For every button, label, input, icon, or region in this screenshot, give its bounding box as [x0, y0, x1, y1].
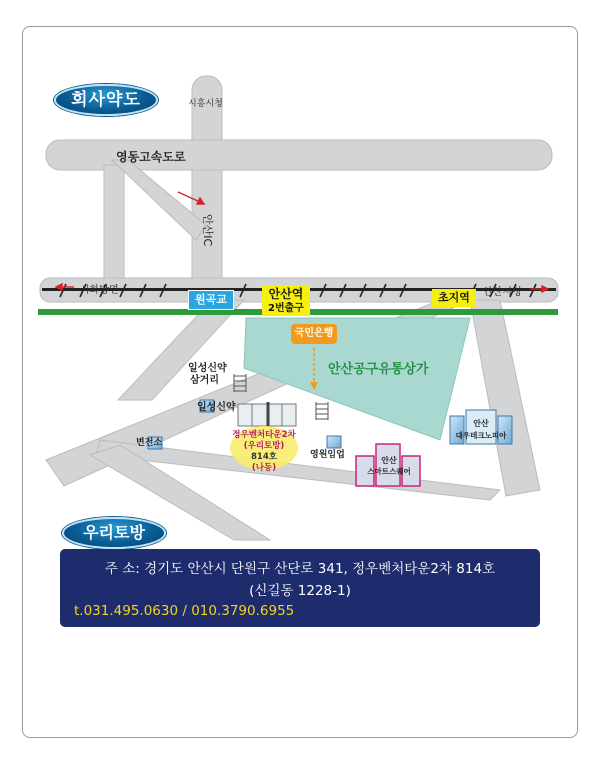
substation-label: 변전소	[136, 438, 163, 448]
smart-square-label-2: 스마트스퀘어	[367, 467, 411, 476]
wongok-bridge-tag: 원곡교	[188, 290, 234, 310]
venture-town-label-4: (나동)	[251, 463, 277, 473]
to-sihwa-label: 시화방면	[80, 285, 119, 296]
phone-numbers: t.031.495.0630 / 010.3790.6955	[74, 603, 295, 619]
daewoo-label-1: 안산	[473, 419, 489, 428]
road-left-vertical	[104, 165, 124, 285]
stairs-right	[316, 402, 328, 420]
road-right-branch	[470, 300, 540, 496]
ilseong-junction-label-2: 삼거리	[190, 375, 219, 386]
address-panel	[60, 549, 540, 627]
venture-town-label-1: 정우벤처타운2차	[232, 430, 296, 440]
daewoo-label-2: 대우테크노피아	[455, 431, 507, 440]
address-line-1: 주 소: 경기도 안산시 단원구 산단로 341, 정우벤처타운2차 814호	[104, 561, 496, 577]
ic-label: 안산IC	[201, 214, 214, 247]
siheung-city-hall-label: 시흥시청	[188, 99, 223, 109]
exit-2-tag: 2번출구	[262, 302, 310, 316]
venture-town-label-2: (우리토방)	[243, 441, 285, 451]
company-map-badge: 회사약도	[54, 84, 158, 116]
expressway-label: 영동고속도로	[116, 150, 186, 164]
ilseong-junction-label-1: 일성신약	[188, 363, 227, 374]
smart-square-label-1: 안산	[381, 456, 397, 465]
direction-arrows	[56, 192, 548, 292]
our-office-badge: 우리토방	[62, 517, 166, 549]
address-line-2: (신길동 1228-1)	[249, 583, 351, 599]
kookmin-bank-tag: 국민은행	[291, 324, 337, 344]
ansan-station-tag: 안산역	[262, 286, 310, 302]
to-ansan-city-hall-label: 안산시청	[483, 287, 522, 298]
choji-station-tag: 초지역	[432, 289, 476, 307]
youngwon-label: 영원임업	[310, 450, 345, 460]
tool-mall-label: 안산공구유통상가	[328, 362, 429, 377]
ilseong-pharm-label: 일성신약	[197, 402, 236, 413]
venture-town-label-3: 814호	[251, 452, 277, 462]
